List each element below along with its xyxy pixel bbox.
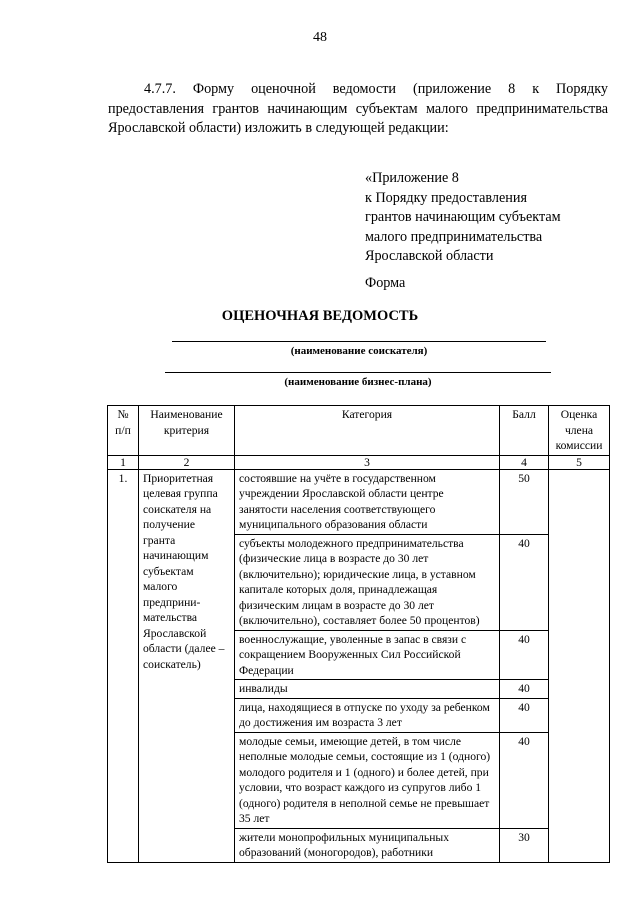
criterion-name: Приоритетная целевая группа соискателя на получение гранта начинающим субъектам малого предпринимательства Ярославской области (далее – соискатель): [139, 469, 235, 862]
index-cell: 3: [235, 455, 500, 469]
category-cell: жители монопрофильных муниципальных образований (моногородов), работники: [235, 828, 500, 862]
header-cell: Оценка члена комиссии: [549, 406, 610, 456]
index-cell: 5: [549, 455, 610, 469]
score-cell: 40: [500, 534, 549, 630]
appendix-line: Ярославской области: [365, 248, 494, 264]
score-cell: 40: [500, 732, 549, 828]
intro-number: 4.7.7.: [144, 81, 176, 97]
applicant-name-line: [172, 341, 546, 342]
applicant-caption: (наименование соискателя): [290, 345, 428, 357]
category-cell: лица, находящиеся в отпуске по уходу за ребенком до достижения им возраста 3 лет: [235, 698, 500, 732]
category-cell: инвалиды: [235, 680, 500, 699]
category-cell: молодые семьи, имеющие детей, в том числе неполные молодые семьи, состоящие из 1 (одного) молодого родителя и 1 (одного) и более детей, при условии, что возраст каждого из супругов либо 1 (одного) родителя в неполной семье не превышает 35 лет: [235, 732, 500, 828]
header-cell: Категория: [235, 406, 500, 456]
index-cell: 1: [108, 455, 139, 469]
score-cell: 30: [500, 828, 549, 862]
index-cell: 2: [139, 455, 235, 469]
appendix-block: [365, 169, 561, 267]
row-number: 1.: [108, 469, 139, 862]
plan-caption: (наименование бизнес-плана): [284, 376, 432, 388]
index-cell: 4: [500, 455, 549, 469]
score-cell: 40: [500, 630, 549, 680]
table-header-row: [108, 406, 610, 456]
score-cell: 40: [500, 680, 549, 699]
evaluation-table: [107, 405, 610, 863]
plan-name-line: [165, 372, 551, 373]
header-cell: Наименование критерия: [139, 406, 235, 456]
category-cell: субъекты молодежного предпринимательства (физические лица в возрасте до 30 лет (включительно); юридические лица, в уставном капитале которых доля, принадлежащая физическим лицам в возрасте до 30 лет (включительно), составляет более 50 процентов): [235, 534, 500, 630]
appendix-line: к Порядку предоставления: [365, 189, 527, 206]
intro-text: Форму оценочной ведомости (приложение 8 к Порядку предоставления грантов начинающим субъектам малого предпринимательства Ярославской области) изложить в следующей редакции:: [108, 81, 608, 136]
appendix-line: «Приложение 8: [365, 170, 459, 186]
header-cell: № п/п: [108, 406, 139, 456]
document-title: ОЦЕНОЧНАЯ ВЕДОМОСТЬ: [221, 308, 419, 324]
header-cell: Балл: [500, 406, 549, 456]
category-cell: состоявшие на учёте в государственном учреждении Ярославской области центре занятости населения соответствующего муниципального образования области: [235, 469, 500, 534]
table-row: [108, 469, 610, 534]
score-cell: 40: [500, 698, 549, 732]
intro-paragraph: [108, 80, 608, 139]
member-evaluation-cell: [549, 469, 610, 862]
appendix-line: грантов начинающим субъектам: [365, 209, 561, 225]
category-cell: военнослужащие, уволенные в запас в связи с сокращением Вооруженных Сил Российской Федерации: [235, 630, 500, 680]
form-label: Форма: [365, 275, 406, 291]
column-index-row: [108, 455, 610, 469]
page-number: 48: [313, 30, 327, 45]
appendix-line: малого предпринимательства: [365, 228, 543, 245]
score-cell: 50: [500, 469, 549, 534]
